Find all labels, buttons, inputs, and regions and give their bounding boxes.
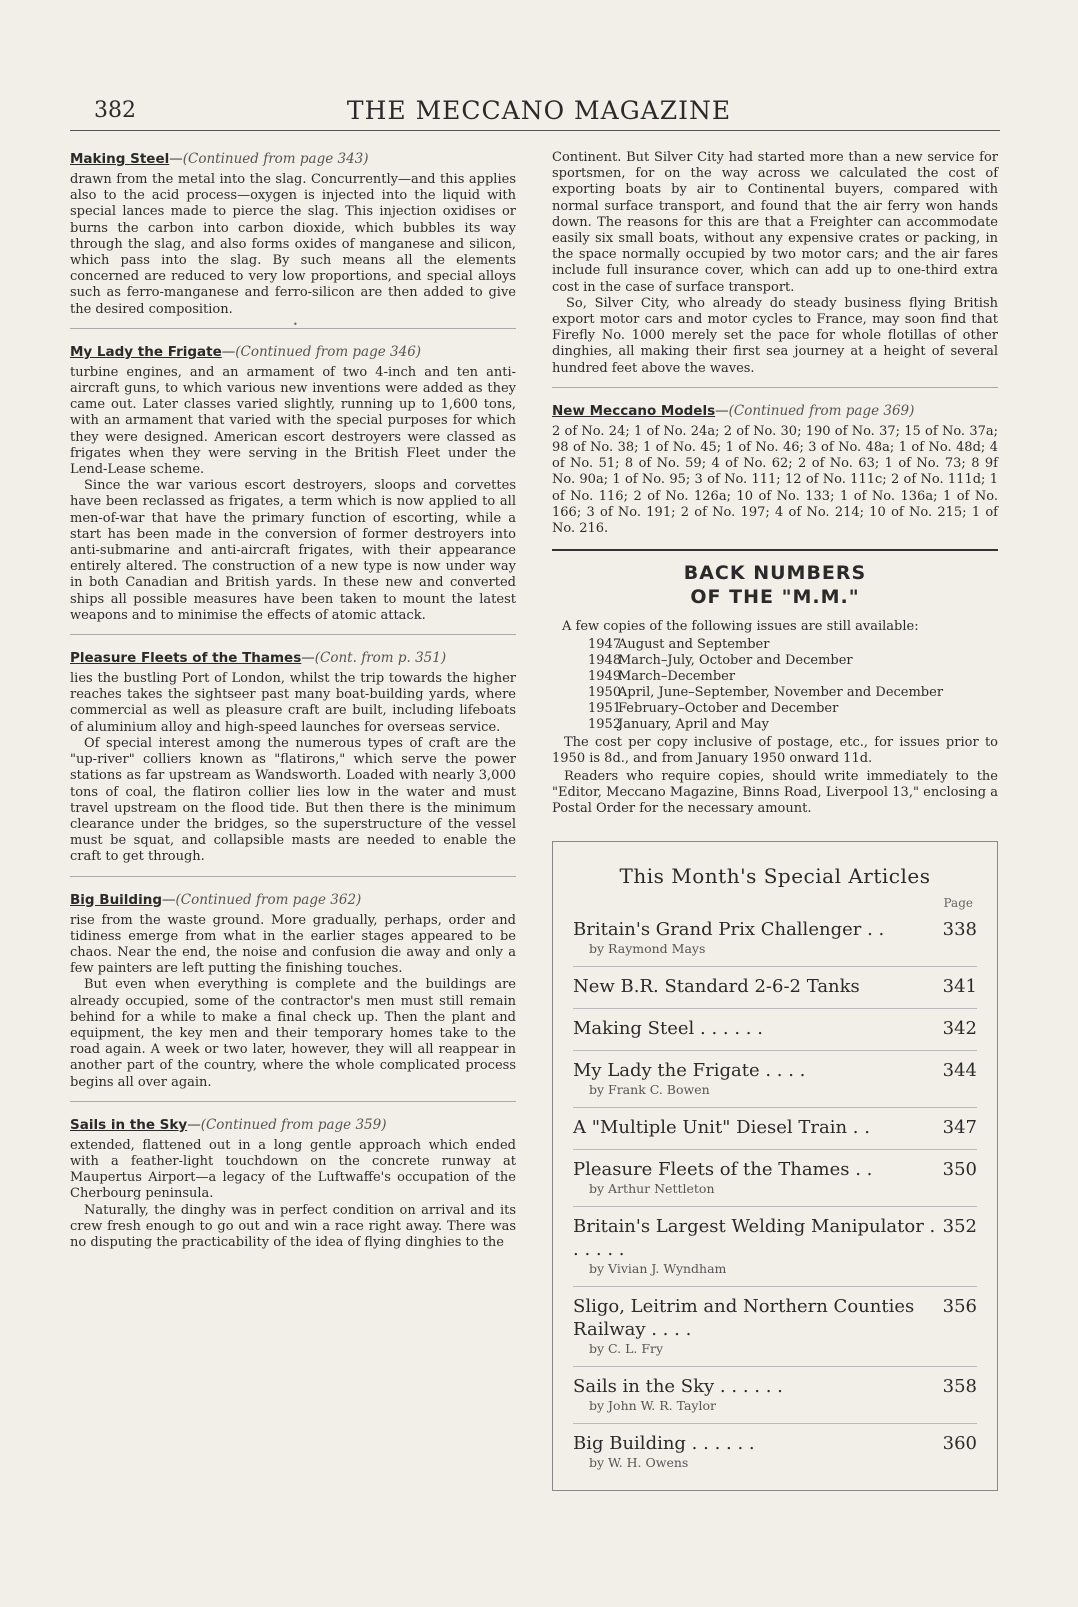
entry-page: 347 bbox=[942, 1117, 977, 1139]
entry-author: by John W. R. Taylor bbox=[589, 1398, 716, 1414]
entry-title: Britain's Grand Prix Challenger . . bbox=[573, 919, 885, 941]
article-heading: New Meccano Models—(Continued from page 369) bbox=[552, 402, 915, 419]
entry-page: 356 bbox=[942, 1296, 977, 1318]
entry-page: 358 bbox=[942, 1376, 977, 1398]
article-making-steel bbox=[70, 150, 516, 318]
divider bbox=[552, 387, 998, 388]
parts-list: 2 of No. 24; 1 of No. 24a; 2 of No. 30; 190 of No. 37; 15 of No. 37a; 98 of No. 38; 1 of No. 45; 1 of No. 46; 3 of No. 48a; 1 of No. 48d; 4 of No. 51; 8 of No. 59; 4 of No. 62; 2 of No. 63; 1 of No. 73; 8 9f No. 90a; 1 of No. 95; 3 of No. 111; 12 of No. 111c; 2 of No. 111d; 1 of No. 116; 2 of No. 126a; 10 of No. 133; 1 of No. 136a; 1 of No. 166; 3 of No. 191; 2 of No. 197; 4 of No. 214; 10 of No. 215; 1 of No. 216. bbox=[552, 423, 998, 537]
divider bbox=[573, 1206, 977, 1207]
issue-row: 1952 January, April and May bbox=[588, 717, 769, 733]
issue-row: 1947 August and September bbox=[588, 637, 770, 653]
divider bbox=[573, 1050, 977, 1051]
entry-page: 341 bbox=[942, 976, 977, 998]
article-heading: Pleasure Fleets of the Thames—(Cont. from p. 351) bbox=[70, 650, 447, 667]
article-paragraph: Of special interest among the numerous types of craft are the "up-river" colliers known as "flatirons," which serve the power stations as far upstream as Wandsworth. Loaded with nearly 3,000 tons of coal, the flatiron collier lies low in the water and must travel upstream on the flood tide. But then there is the minimum clearance under the bridges, so the superstructure of the vessel must be squat, and collapsible masts are needed to enable the craft to get through. bbox=[70, 735, 516, 865]
back-numbers-intro: A few copies of the following issues are still available: bbox=[562, 619, 919, 635]
entry-title: Sligo, Leitrim and Northern Counties Railway . . . . bbox=[573, 1296, 915, 1341]
entry-page: 344 bbox=[942, 1060, 977, 1082]
back-numbers-notice bbox=[552, 549, 998, 817]
article-paragraph: extended, flattened out in a long gentle approach which ended with a feather-light touchdown on the concrete runway at Maupertus Airport—a legacy of the Luftwaffe's occupation of the Cherbourg peninsula. bbox=[70, 1137, 516, 1202]
article-new-meccano-models bbox=[552, 402, 998, 537]
article-heading: Sails in the Sky—(Continued from page 359) bbox=[70, 1116, 387, 1133]
article-heading: My Lady the Frigate—(Continued from page 346) bbox=[70, 343, 422, 360]
divider bbox=[573, 1107, 977, 1108]
entry-title: Big Building . . . . . . bbox=[573, 1433, 755, 1455]
entry-title: A "Multiple Unit" Diesel Train . . bbox=[573, 1117, 870, 1139]
header-rule bbox=[70, 130, 1000, 131]
special-article-entry bbox=[573, 1116, 977, 1139]
article-paragraph: So, Silver City, who already do steady business flying British export motor cars and motor cycles to France, may soon find that Firefly No. 1000 merely set the pace for whole flotillas of other dinghies, all making their first sea journey at a height of several hundred feet above the waves. bbox=[552, 295, 998, 376]
entry-author: by Arthur Nettleton bbox=[589, 1181, 715, 1197]
article-paragraph: Since the war various escort destroyers, sloops and corvettes have been reclassed as frigates, a term which is now applied to all men-of-war that have the primary function of escorting, while a start has been made in the conversion of former destroyers into anti-submarine and anti-aircraft frigates, with their appearance entirely altered. The construction of a new type is now under way in both Canadian and British yards. In these new and converted ships all possible measures have been taken to mount the latest weapons and to minimise the effects of atomic attack. bbox=[70, 478, 516, 623]
special-articles-box bbox=[552, 841, 998, 1491]
entry-page: 350 bbox=[942, 1159, 977, 1181]
entry-author: by W. H. Owens bbox=[589, 1455, 689, 1471]
article-paragraph: But even when everything is complete and the buildings are already occupied, some of the contractor's men must still remain behind for a while to make a final check up. Then the plant and equipment, the key men and their temporary homes take to the road again. A week or two later, however, they will all reappear in another part of the country, where the whole complicated process begins all over again. bbox=[70, 977, 516, 1090]
back-numbers-order: Readers who require copies, should write immediately to the "Editor, Meccano Magazine, Binns Road, Liverpool 13," enclosing a Postal Order for the necessary amount. bbox=[552, 769, 998, 817]
special-article-entry bbox=[573, 1295, 977, 1356]
article-paragraph: turbine engines, and an armament of two 4-inch and ten anti-aircraft guns, to which various new inventions were added as they came out. Later classes varied slightly, running up to 1,600 tons, with an armament that varied with the special purposes for which they were designed. American escort destroyers were classed as frigates when they were serving in the British Fleet under the Lend-Lease scheme. bbox=[70, 364, 516, 478]
article-big-building bbox=[70, 891, 516, 1091]
article-heading: Making Steel—(Continued from page 343) bbox=[70, 151, 369, 167]
special-article-entry bbox=[573, 975, 977, 998]
divider bbox=[573, 1008, 977, 1009]
divider bbox=[573, 1149, 977, 1150]
entry-title: Pleasure Fleets of the Thames . . bbox=[573, 1159, 873, 1181]
article-sails-continued bbox=[552, 150, 998, 377]
entry-author: by Raymond Mays bbox=[589, 941, 706, 957]
entry-author: by Frank C. Bowen bbox=[589, 1082, 710, 1098]
issue-row: 1949 March–December bbox=[588, 669, 736, 685]
page-column-label: Page bbox=[943, 896, 973, 911]
entry-title: Britain's Largest Welding Manipulator . . . . . . bbox=[573, 1216, 936, 1261]
article-paragraph: drawn from the metal into the slag. Concurrently—and this applies also to the acid process—oxygen is injected into the liquid with special lances made to pierce the slag. This injection oxidises or burns the carbon into carbon dioxide, which bubbles its way through the slag, and also forms oxides of manganese and silicon, which pass into the slag. By such means all the elements concerned are reduced to very low proportions, and special alloys such as ferro-manganese and ferro-silicon are then added to give the desired composition. bbox=[70, 172, 516, 317]
entry-page: 338 bbox=[942, 919, 977, 941]
entry-page: 342 bbox=[942, 1018, 977, 1040]
special-article-entry bbox=[573, 1017, 977, 1040]
special-article-entry bbox=[573, 1059, 977, 1097]
issue-row: 1950 April, June–September, November and December bbox=[588, 685, 944, 701]
article-pleasure-fleets bbox=[70, 649, 516, 865]
article-sails-in-sky bbox=[70, 1116, 516, 1251]
article-my-lady-frigate bbox=[70, 343, 516, 624]
left-column bbox=[70, 150, 516, 1261]
entry-title: My Lady the Frigate . . . . bbox=[573, 1060, 806, 1082]
article-paragraph: lies the bustling Port of London, whilst the trip towards the higher reaches takes the sightseer past many boat-building yards, where commercial as well as pleasure craft are built, including lifeboats of aluminium alloy and high-speed launches for overseas service. bbox=[70, 671, 516, 735]
special-article-entry bbox=[573, 918, 977, 956]
divider bbox=[70, 876, 516, 877]
special-article-entry bbox=[573, 1432, 977, 1470]
entry-page: 352 bbox=[942, 1216, 977, 1238]
article-paragraph: Continent. But Silver City had started more than a new service for sportsmen, for on the way across we calculated the cost of exporting boats by air to Continental buyers, compared with normal surface transport, and found that the air ferry won hands down. The reasons for this are that a Freighter can accommodate easily six small boats, without any expensive crates or packing, in the space normally occupied by two motor cars; and the air fares include full insurance cover, which can add up to one-third extra cost in the case of surface transport. bbox=[552, 150, 998, 295]
divider bbox=[573, 966, 977, 967]
back-numbers-price: The cost per copy inclusive of postage, etc., for issues prior to 1950 is 8d., and from January 1950 onward 11d. bbox=[552, 735, 998, 767]
article-paragraph: rise from the waste ground. More gradually, perhaps, order and tidiness emerge from what in the earlier stages appeared to be chaos. Near the end, the noise and confusion die away and only a few painters are left putting the finishing touches. bbox=[70, 912, 516, 977]
special-article-entry bbox=[573, 1158, 977, 1196]
entry-title: Making Steel . . . . . . bbox=[573, 1018, 763, 1040]
divider bbox=[573, 1286, 977, 1287]
entry-page: 360 bbox=[942, 1433, 977, 1455]
article-paragraph: Naturally, the dinghy was in perfect condition on arrival and its crew fresh enough to go out and win a race right away. There was no disputing the practicability of the idea of flying dinghies to the bbox=[70, 1202, 516, 1250]
divider bbox=[573, 1423, 977, 1424]
issue-row: 1951 February–October and December bbox=[588, 701, 839, 717]
entry-title: Sails in the Sky . . . . . . bbox=[573, 1376, 783, 1398]
entry-author: by Vivian J. Wyndham bbox=[589, 1261, 727, 1277]
divider bbox=[573, 1366, 977, 1367]
issue-row: 1948 March–July, October and December bbox=[588, 653, 853, 669]
divider bbox=[70, 1101, 516, 1102]
right-column bbox=[552, 150, 998, 1491]
divider bbox=[70, 634, 516, 635]
back-numbers-title: BACK NUMBERS OF THE "M.M." bbox=[683, 562, 867, 609]
page-number: 382 bbox=[94, 98, 136, 123]
divider bbox=[70, 328, 516, 329]
entry-title: New B.R. Standard 2-6-2 Tanks bbox=[573, 976, 860, 998]
entry-author: by C. L. Fry bbox=[589, 1341, 664, 1357]
special-article-entry bbox=[573, 1375, 977, 1413]
article-heading: Big Building—(Continued from page 362) bbox=[70, 891, 362, 908]
special-articles-title: This Month's Special Articles bbox=[619, 864, 931, 889]
special-article-entry bbox=[573, 1215, 977, 1276]
magazine-title: THE MECCANO MAGAZINE bbox=[346, 96, 732, 125]
